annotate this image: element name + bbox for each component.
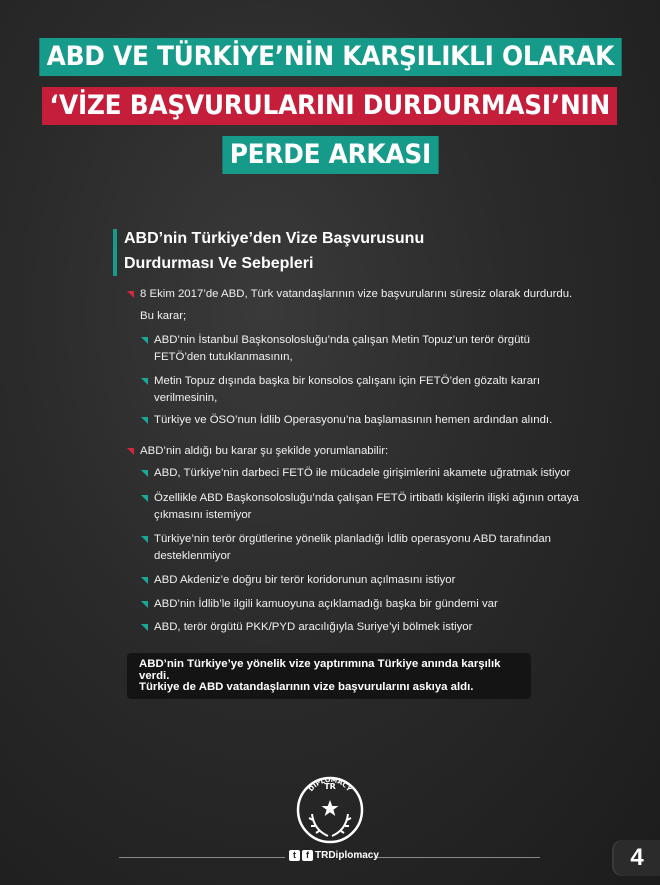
list-item: ABD’nin İstanbul Başkonsolosluğu’nda çalışan Metin Topuz’un terör örgütü FETÖ’den tutuklanmasının, [154, 334, 530, 363]
list-item: ABD’nin İdlib’le ilgili kamuoyuna açıklamadığı başka bir gündemi var [154, 598, 498, 610]
header-line-2: ‘VİZE BAŞVURULARINI DURDURMASI’NIN [42, 87, 617, 125]
svg-text:DIPLOMACY: DIPLOMACY [306, 775, 354, 794]
list-item: Türkiye’nin terör örgütlerine yönelik planladığı İdlib operasyonu ABD tarafından desteklenmiyor [154, 533, 552, 562]
point-1-intro: Bu karar; [140, 310, 187, 322]
teal-bullet-icon [141, 624, 148, 631]
list-item: ABD Akdeniz’e doğru bir terör koridorunun açılmasını istiyor [154, 574, 456, 586]
svg-text:TR: TR [324, 782, 336, 791]
red-bullet-icon [127, 448, 134, 455]
conclusion-line-1: ABD’nin Türkiye’ye yönelik vize yaptırımına Türkiye anında karşılık verdi. [139, 658, 501, 682]
header-line-3: PERDE ARKASI [222, 136, 438, 174]
list-item: Türkiye ve ÖSO’nun İdlib Operasyonu’na başlamasının hemen ardından alındı. [154, 414, 553, 426]
conclusion-box [127, 653, 531, 699]
teal-bullet-icon [141, 337, 148, 344]
section-title [124, 226, 484, 276]
section-title-line-1: ABD’nin Türkiye’den Vize Başvurusunu [124, 230, 425, 247]
teal-bullet-icon [141, 470, 148, 477]
header-line-1: ABD VE TÜRKİYE’NİN KARŞILIKLI OLARAK [39, 38, 621, 76]
list-item: ABD, Türkiye’nin darbeci FETÖ ile mücadele girişimlerini akamete uğratmak istiyor [154, 467, 571, 479]
point-2-text: ABD’nin aldığı bu karar şu şekilde yorumlanabilir: [140, 445, 389, 457]
social-handle[interactable] [289, 850, 379, 861]
section-title-line-2: Durdurması Ve Sebepleri [124, 255, 314, 272]
list-item: Özellikle ABD Başkonsolosluğu’nda çalışan FETÖ irtibatlı kişilerin ilişki ağının ortaya çıkmasını istemiyor [154, 492, 579, 521]
list-item: Metin Topuz dışında başka bir konsolos çalışanı için FETÖ’den gözaltı kararı verilmesinin, [154, 375, 540, 404]
teal-bullet-icon [141, 536, 148, 543]
social-handle-text: TRDiplomacy [315, 850, 379, 862]
teal-bullet-icon [141, 601, 148, 608]
twitter-icon: t [289, 850, 300, 861]
teal-bullet-icon [141, 495, 148, 502]
teal-bullet-icon [141, 577, 148, 584]
teal-bullet-icon [141, 417, 148, 424]
footer-divider [119, 857, 285, 858]
list-item: ABD, terör örgütü PKK/PYD aracılığıyla Suriye’yi bölmek istiyor [154, 621, 473, 633]
footer-divider [374, 857, 540, 858]
conclusion-line-2: Türkiye de ABD vatandaşlarının vize başvurularını askıya aldı. [139, 681, 474, 693]
tr-diplomacy-logo-icon [296, 770, 364, 848]
section-accent-bar [113, 229, 117, 276]
page-number: 4 [614, 840, 660, 876]
facebook-icon: f [302, 850, 313, 861]
teal-bullet-icon [141, 378, 148, 385]
red-bullet-icon [127, 291, 134, 298]
point-1-text: 8 Ekim 2017’de ABD, Türk vatandaşlarının vize başvurularını süresiz olarak durdurdu. [140, 288, 573, 300]
